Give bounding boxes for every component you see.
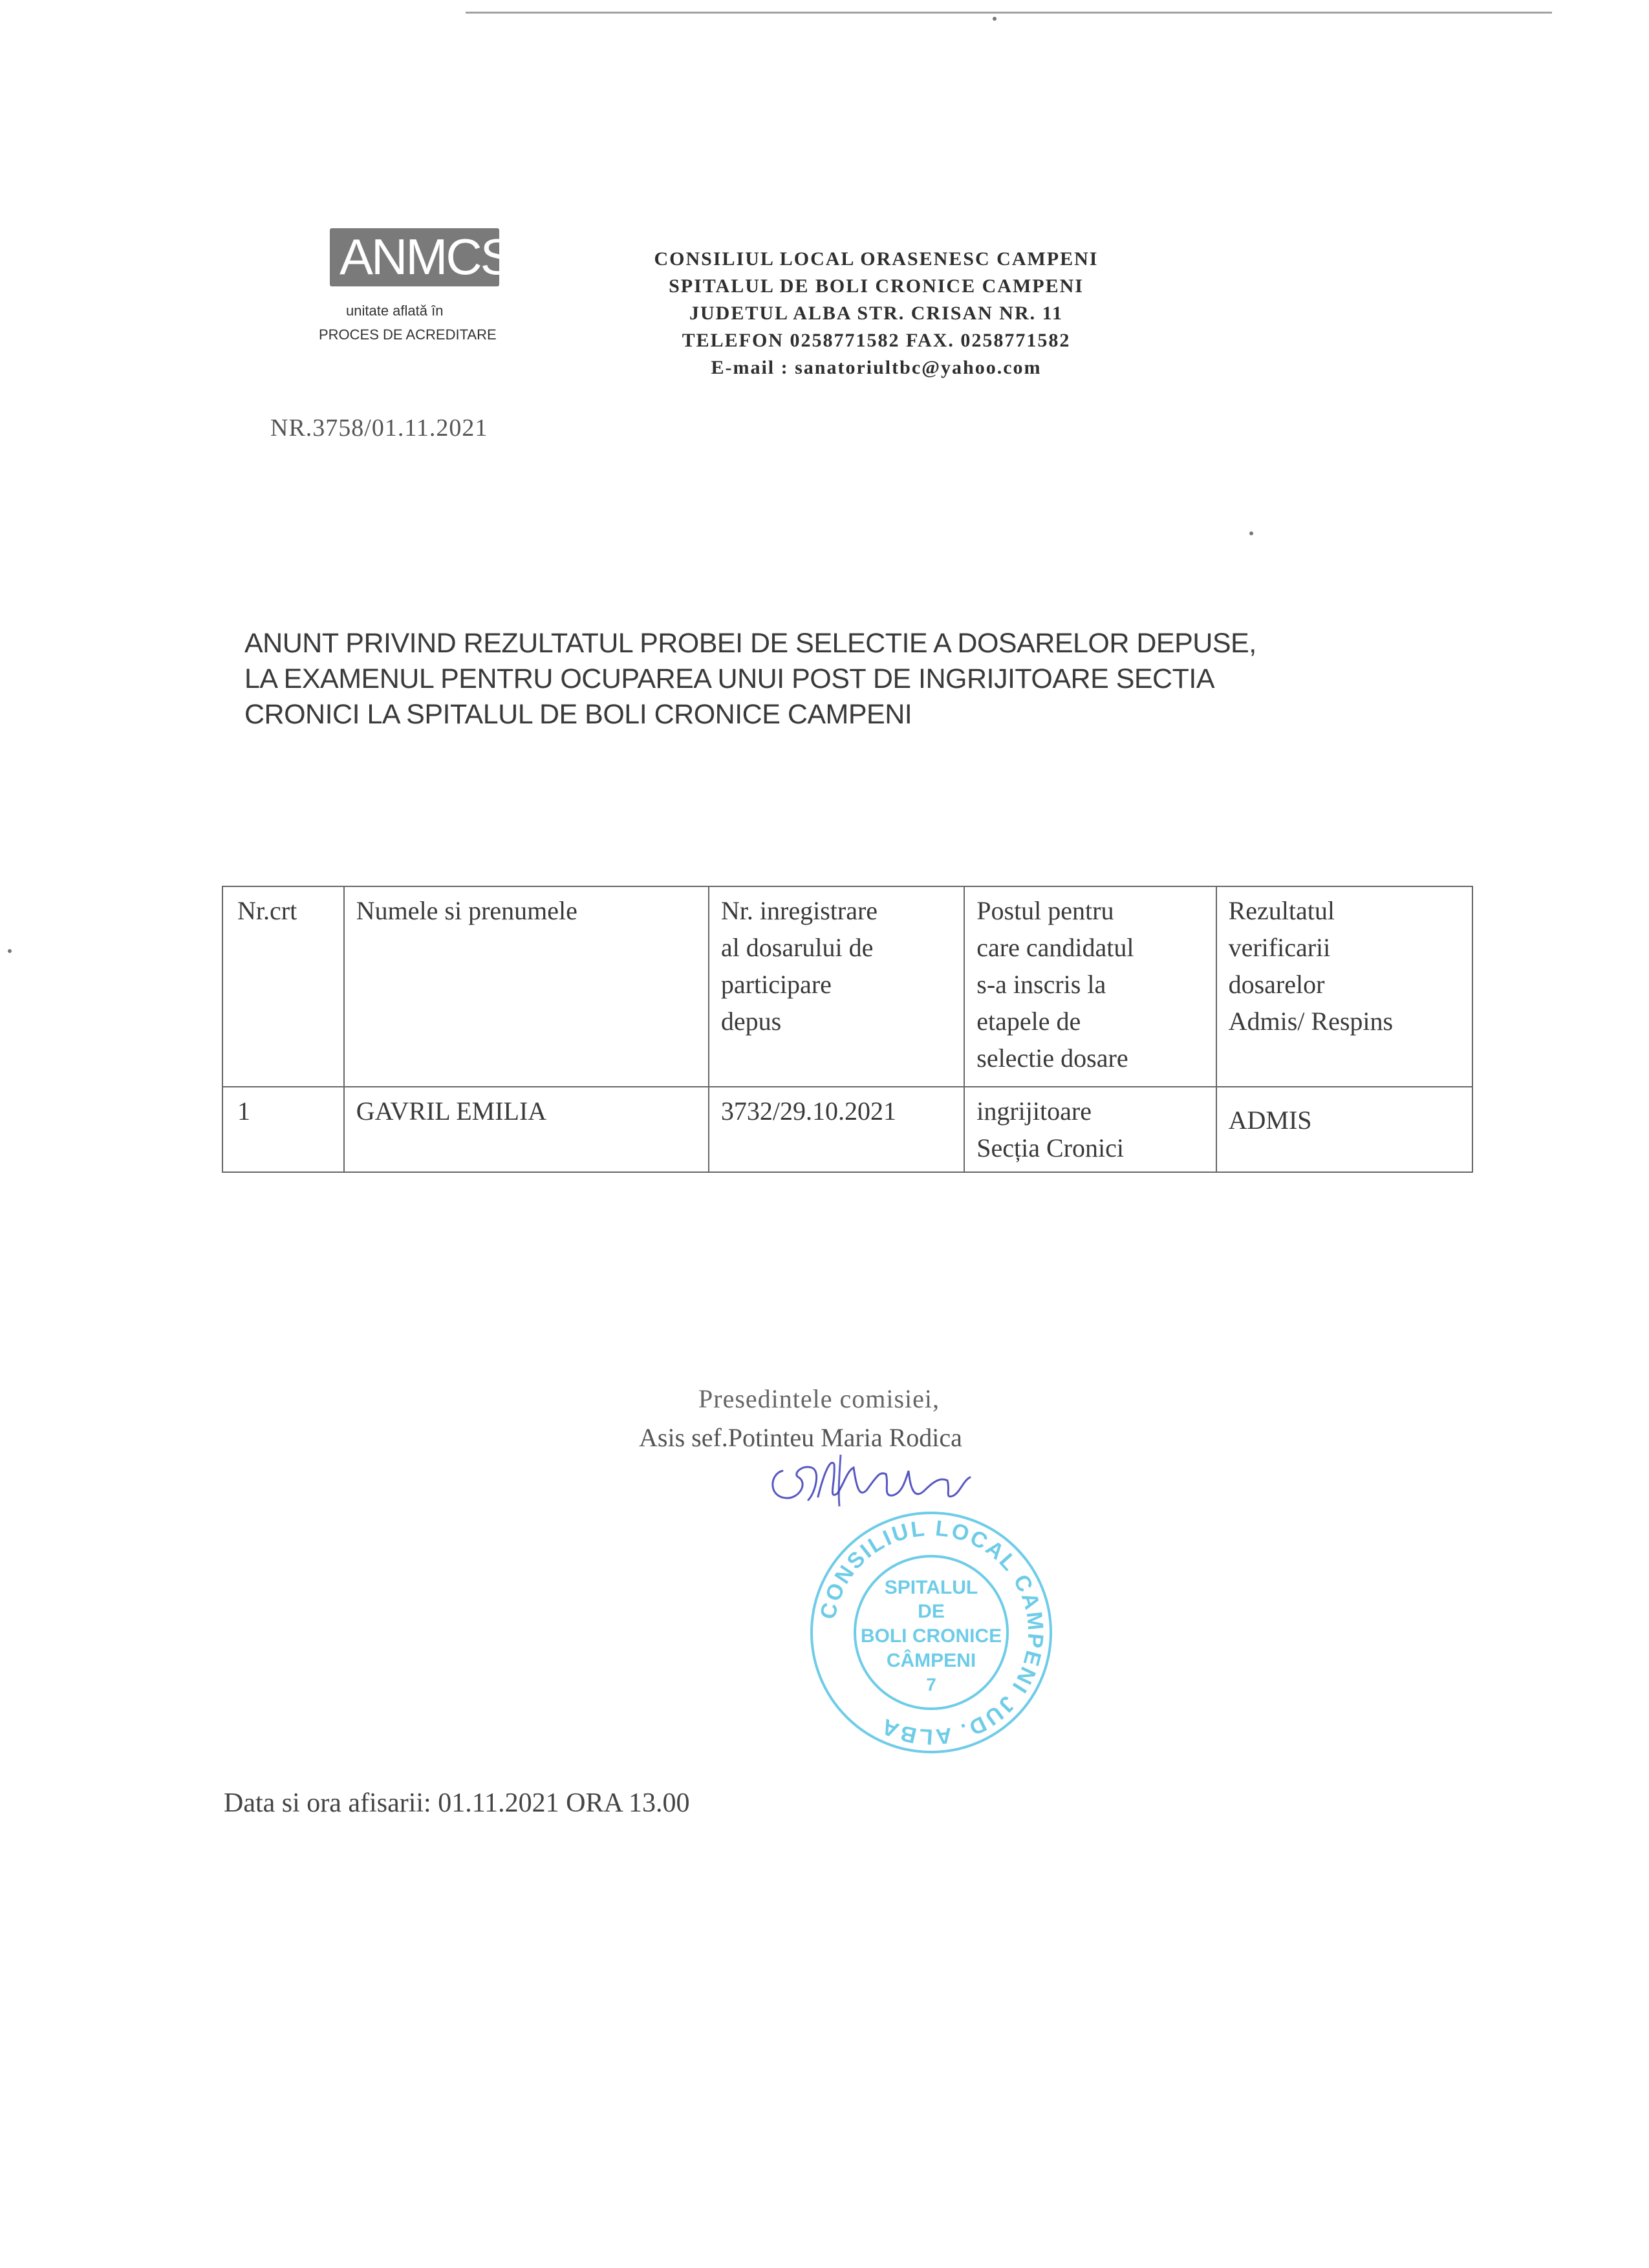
header-email: E-mail : sanatoriultbc@yahoo.com [711,357,1042,378]
row-nr: 1 [222,1087,344,1172]
handwritten-signature [763,1445,983,1516]
header-line: CONSILIUL LOCAL ORASENESC CAMPENI [654,248,1099,270]
title-line: CRONICI LA SPITALUL DE BOLI CRONICE CAMPENI [244,699,912,730]
stamp-line: CÂMPENI [886,1650,976,1671]
row-post: ingrijitoare Secția Cronici [964,1087,1216,1172]
commission-president-label: Presedintele comisiei, [698,1384,940,1413]
logo-subtitle-1: unitate aflată în [346,303,444,319]
title-line: LA EXAMENUL PENTRU OCUPAREA UNUI POST DE INGRIJITOARE SECTIA [244,663,1215,694]
header-line: TELEFON 0258771582 FAX. 0258771582 [682,330,1071,351]
official-stamp [805,1506,1057,1759]
header-name: Numele si prenumele [344,886,709,1087]
commission-president-name: Asis sef.Potinteu Maria Rodica [639,1423,962,1452]
scan-speck [993,17,997,21]
title-line: ANUNT PRIVIND REZULTATUL PROBEI DE SELECTIE A DOSARELOR DEPUSE, [244,628,1256,659]
header-registration: Nr. inregistrare al dosarului de participare depus [709,886,964,1087]
header-nr: Nr.crt [222,886,344,1087]
header-post: Postul pentru care candidatul s-a inscris la etapele de selectie dosare [964,886,1216,1087]
row-name: GAVRIL EMILIA [344,1087,709,1172]
registration-number: NR.3758/01.11.2021 [270,414,488,442]
row-result: ADMIS [1216,1087,1472,1172]
logo-subtitle-2: PROCES DE ACREDITARE [319,326,497,343]
row-registration: 3732/29.10.2021 [709,1087,964,1172]
stamp-ring-text: CONSILIUL LOCAL CAMPENI JUD. ALBA [815,1515,1048,1749]
institution-header [601,246,1151,381]
results-table [222,886,1473,1173]
announcement-title [244,626,1505,733]
stamp-line: SPITALUL [884,1577,978,1598]
table-row [222,1087,1472,1172]
scan-speck [8,949,12,953]
table-header-row [222,886,1472,1087]
scan-speck [1249,531,1253,535]
posting-datetime: Data si ora afisarii: 01.11.2021 ORA 13.00 [224,1788,690,1818]
stamp-line: DE [918,1601,945,1622]
scan-edge-line [466,12,1552,14]
header-line: SPITALUL DE BOLI CRONICE CAMPENI [669,275,1084,297]
stamp-line: 7 [926,1674,936,1695]
header-line: JUDETUL ALBA STR. CRISAN NR. 11 [689,303,1063,324]
anmcs-logo: ANMCS [339,228,512,285]
stamp-line: BOLI CRONICE [860,1625,1002,1647]
header-result: Rezultatul verificarii dosarelor Admis/ Respins [1216,886,1472,1087]
